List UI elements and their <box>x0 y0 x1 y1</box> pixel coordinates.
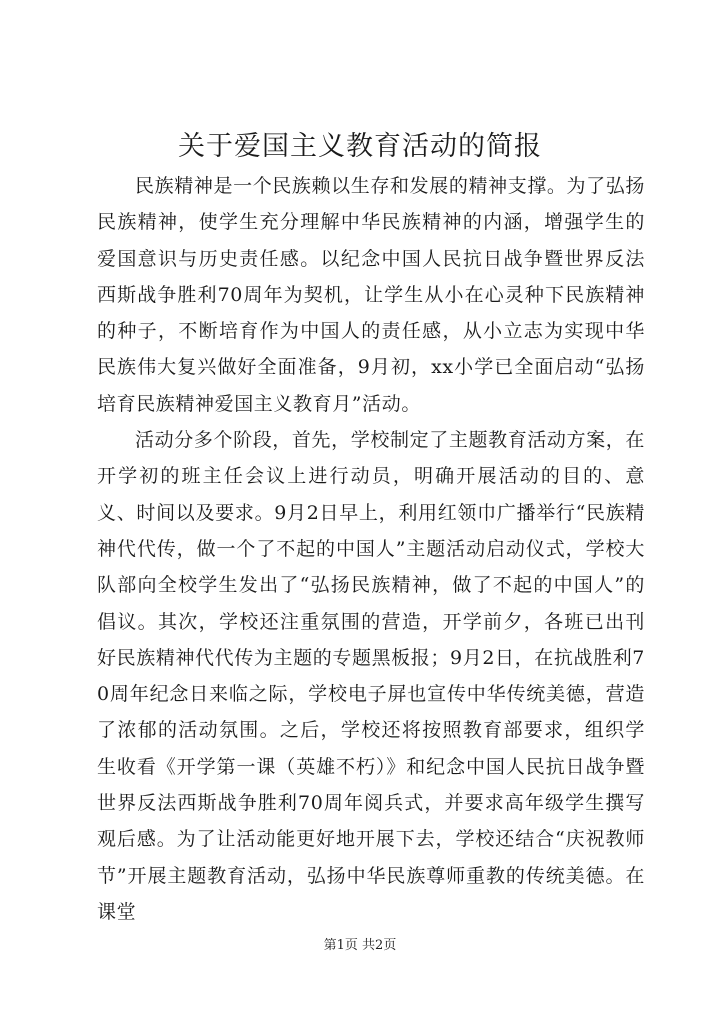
paragraph-activities: 活动分多个阶段，首先，学校制定了主题教育活动方案，在开学初的班主任会议上进行动员，明确开展活动的目的、意义、时间以及要求。9月2日早上，利用红领巾广播举行“民族精神代代传，做一个了不起的中国人”主题活动启动仪式，学校大队部向全校学生发出了“弘扬民族精神，做了不起的中国人”的倡议。其次，学校还注重氛围的营造，开学前夕，各班已出刊好民族精神代代传为主题的专题黑板报；9月2日，在抗战胜利70周年纪念日来临之际，学校电子屏也宣传中华传统美德，营造了浓郁的活动氛围。之后，学校还将按照教育部要求，组织学生收看《开学第一课（英雄不朽）》和纪念中国人民抗日战争暨世界反法西斯战争胜利70周年阅兵式，并要求高年级学生撰写观后感。为了让活动能更好地开展下去，学校还结合“庆祝教师节”开展主题教育活动，弘扬中华民族尊师重教的传统美德。在课堂 <box>97 429 645 923</box>
paragraph-intro: 民族精神是一个民族赖以生存和发展的精神支撑。为了弘扬民族精神，使学生充分理解中华民族精神的内涵，增强学生的爱国意识与历史责任感。以纪念中国人民抗日战争暨世界反法西斯战争胜利70周年为契机，让学生从小在心灵种下民族精神的种子，不断培育作为中国人的责任感，从小立志为实现中华民族伟大复兴做好全面准备，9月初，xx小学已全面启动“弘扬培育民族精神爱国主义教育月”活动。 <box>97 175 645 415</box>
document-title: 关于爱国主义教育活动的简报 <box>178 131 542 162</box>
document-body <box>97 168 645 930</box>
page-number-footer: 第1页 共2页 <box>323 938 397 953</box>
